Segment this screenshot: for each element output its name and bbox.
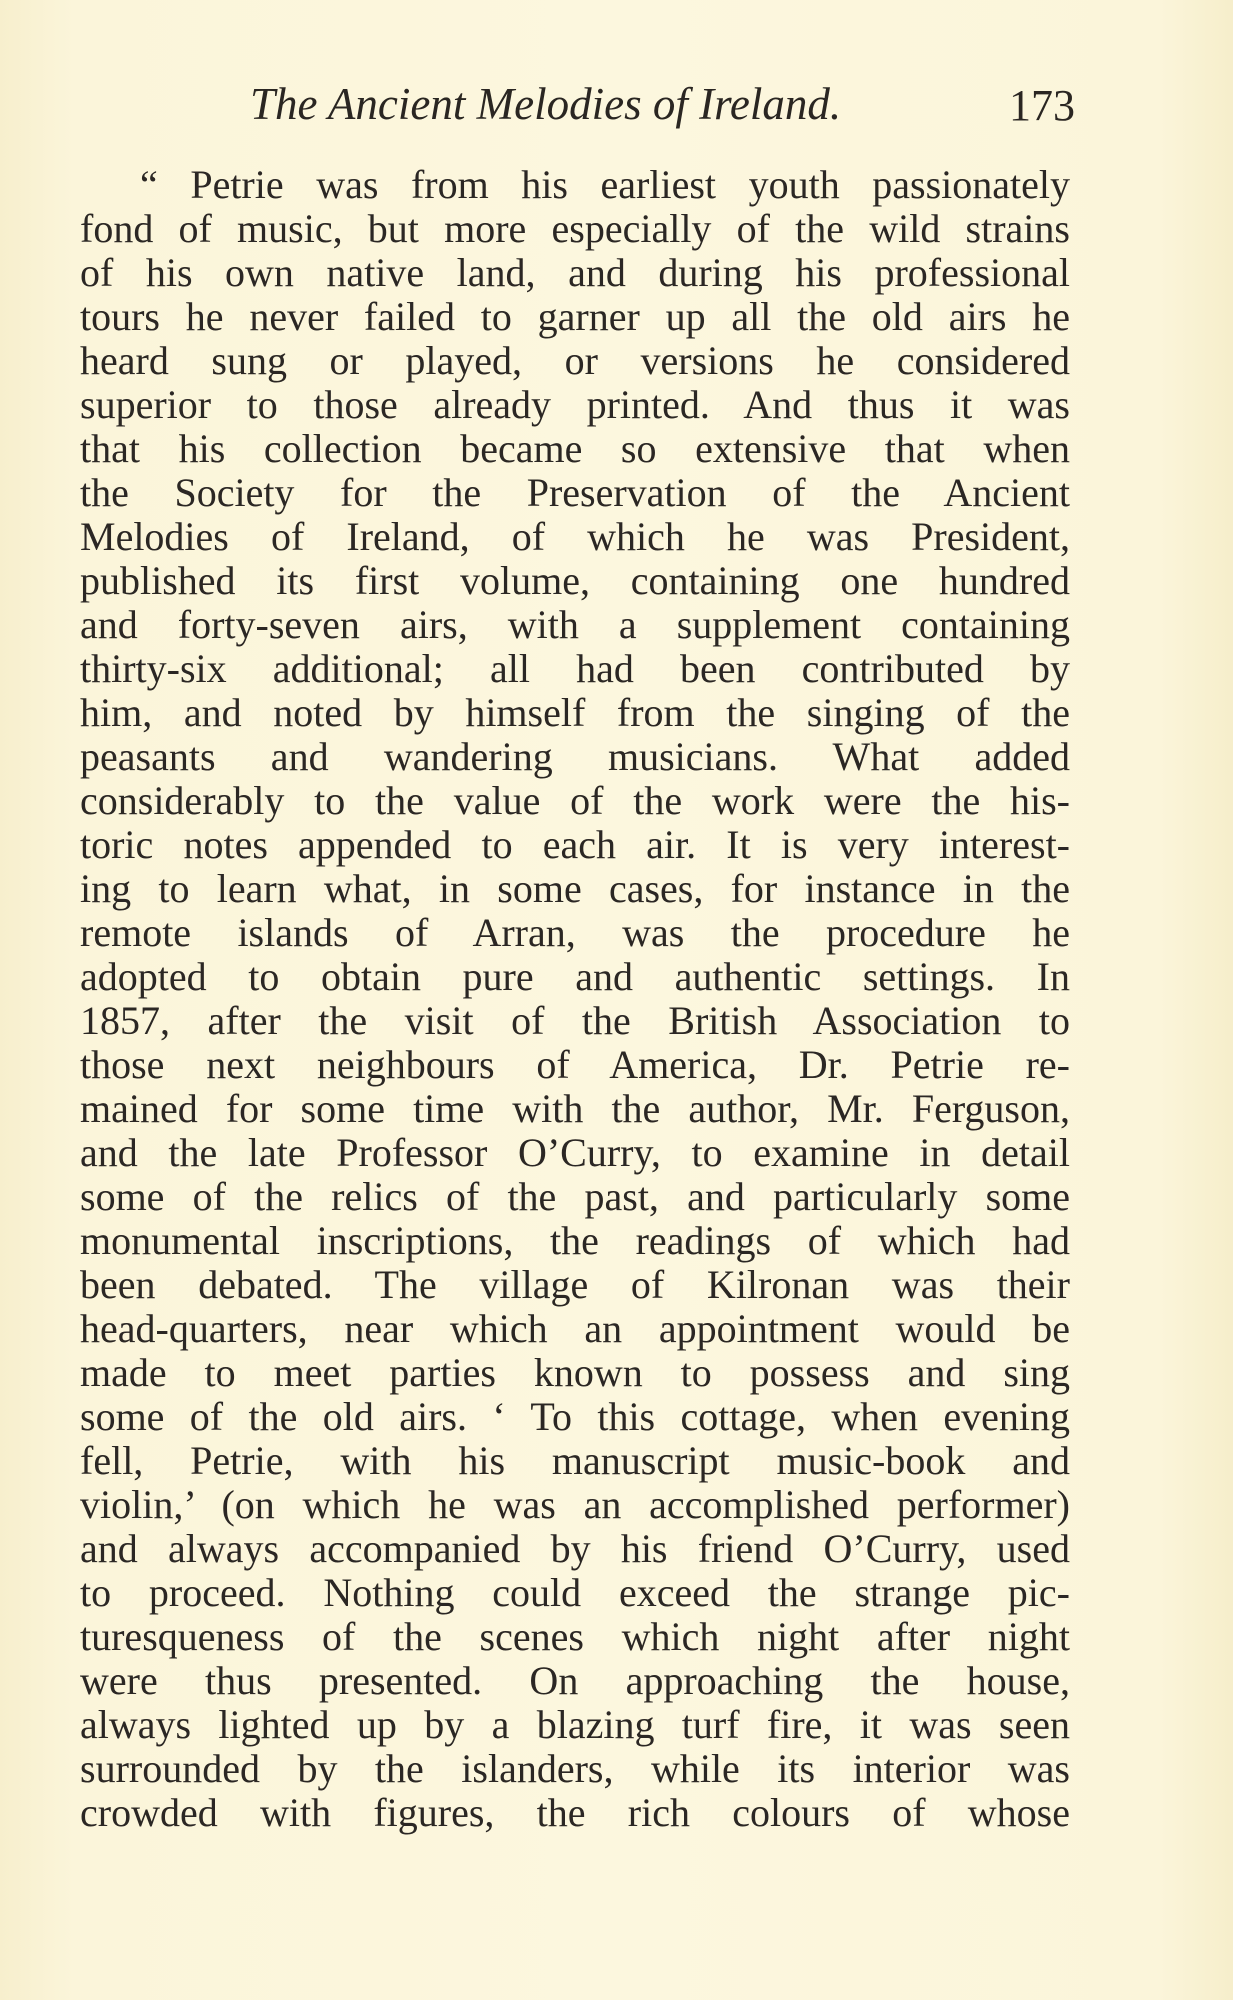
text-line: toric notes appended to each air. It is very interest- — [80, 822, 1070, 867]
text-line: some of the relics of the past, and particularly some — [80, 1174, 1070, 1219]
text-line: and always accompanied by his friend O’Curry, used — [80, 1526, 1070, 1571]
text-line: were thus presented. On approaching the house, — [80, 1658, 1070, 1703]
text-line: published its first volume, containing one hundred — [80, 558, 1070, 603]
text-line: turesqueness of the scenes which night after night — [80, 1614, 1070, 1659]
text-line: surrounded by the islanders, while its interior was — [80, 1746, 1070, 1791]
text-line: head-quarters, near which an appointment would be — [80, 1306, 1070, 1351]
text-line: him, and noted by himself from the singing of the — [80, 690, 1070, 735]
text-line: fond of music, but more especially of the wild strains — [80, 206, 1070, 251]
text-line: 1857, after the visit of the British Association to — [80, 998, 1070, 1043]
text-line: some of the old airs. ‘ To this cottage, when evening — [80, 1394, 1070, 1439]
text-line: crowded with figures, the rich colours of whose — [80, 1790, 1070, 1835]
body-text — [80, 163, 1070, 1835]
text-line: that his collection became so extensive that when — [80, 426, 1070, 471]
text-line: Melodies of Ireland, of which he was President, — [80, 514, 1070, 559]
text-line: violin,’ (on which he was an accomplished performer) — [80, 1482, 1070, 1527]
text-line: superior to those already printed. And thus it was — [80, 382, 1070, 427]
text-line: mained for some time with the author, Mr. Ferguson, — [80, 1086, 1070, 1131]
text-line: thirty-six additional; all had been contributed by — [80, 646, 1070, 691]
text-line: tours he never failed to garner up all the old airs he — [80, 294, 1070, 339]
text-line: to proceed. Nothing could exceed the strange pic- — [80, 1570, 1070, 1615]
text-line: and the late Professor O’Curry, to examine in detail — [80, 1130, 1070, 1175]
page-header — [250, 78, 1075, 138]
text-line: adopted to obtain pure and authentic settings. In — [80, 954, 1070, 999]
text-line: ing to learn what, in some cases, for instance in the — [80, 866, 1070, 911]
text-line: of his own native land, and during his professional — [80, 250, 1070, 295]
running-title: The Ancient Melodies of Ireland. — [250, 79, 842, 129]
page-number: 173 — [1009, 81, 1075, 130]
text-line: and forty-seven airs, with a supplement containing — [80, 602, 1070, 647]
text-line: those next neighbours of America, Dr. Petrie re- — [80, 1042, 1070, 1087]
text-line: the Society for the Preservation of the Ancient — [80, 470, 1070, 515]
text-line: made to meet parties known to possess and sing — [80, 1350, 1070, 1395]
text-line: fell, Petrie, with his manuscript music-book and — [80, 1438, 1070, 1483]
text-line: remote islands of Arran, was the procedure he — [80, 910, 1070, 955]
text-line: considerably to the value of the work were the his- — [80, 778, 1070, 823]
text-line: been debated. The village of Kilronan was their — [80, 1262, 1070, 1307]
text-line: peasants and wandering musicians. What added — [80, 734, 1070, 779]
text-line: always lighted up by a blazing turf fire, it was seen — [80, 1702, 1070, 1747]
text-line: heard sung or played, or versions he considered — [80, 338, 1070, 383]
text-line: “ Petrie was from his earliest youth passionately — [140, 162, 1070, 207]
text-line: monumental inscriptions, the readings of which had — [80, 1218, 1070, 1263]
